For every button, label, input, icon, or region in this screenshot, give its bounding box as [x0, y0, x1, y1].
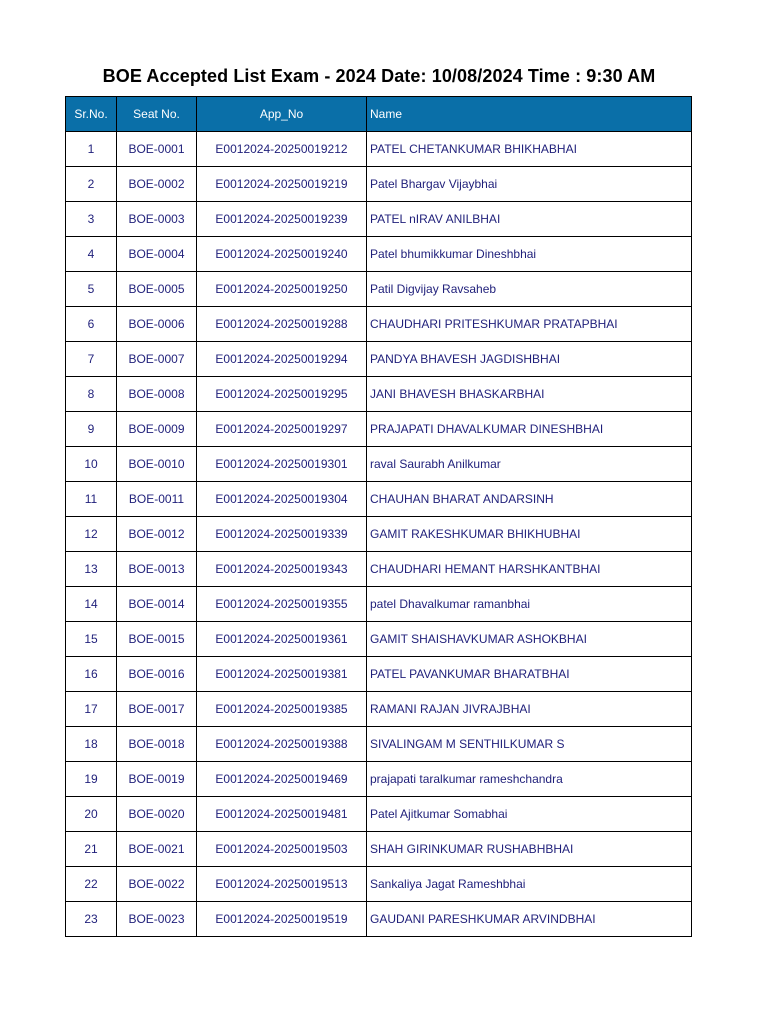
table-row — [66, 797, 692, 832]
table-row — [66, 377, 692, 412]
app-no-cell: E0012024-20250019469 — [197, 762, 367, 797]
app-no-cell: E0012024-20250019481 — [197, 797, 367, 832]
sr-no-cell: 2 — [66, 167, 117, 202]
seat-no-cell: BOE-0017 — [117, 692, 197, 727]
table-row — [66, 132, 692, 167]
app-no-cell: E0012024-20250019343 — [197, 552, 367, 587]
table-row — [66, 762, 692, 797]
column-header-sr-no: Sr.No. — [66, 97, 117, 132]
name-cell: PATEL PAVANKUMAR BHARATBHAI — [367, 657, 692, 692]
name-cell: JANI BHAVESH BHASKARBHAI — [367, 377, 692, 412]
seat-no-cell: BOE-0011 — [117, 482, 197, 517]
table-row — [66, 622, 692, 657]
name-cell: SHAH GIRINKUMAR RUSHABHBHAI — [367, 832, 692, 867]
app-no-cell: E0012024-20250019250 — [197, 272, 367, 307]
name-cell: SIVALINGAM M SENTHILKUMAR S — [367, 727, 692, 762]
sr-no-cell: 9 — [66, 412, 117, 447]
app-no-cell: E0012024-20250019355 — [197, 587, 367, 622]
app-no-cell: E0012024-20250019240 — [197, 237, 367, 272]
sr-no-cell: 15 — [66, 622, 117, 657]
sr-no-cell: 21 — [66, 832, 117, 867]
app-no-cell: E0012024-20250019519 — [197, 902, 367, 937]
sr-no-cell: 7 — [66, 342, 117, 377]
sr-no-cell: 3 — [66, 202, 117, 237]
table-row — [66, 587, 692, 622]
seat-no-cell: BOE-0014 — [117, 587, 197, 622]
app-no-cell: E0012024-20250019301 — [197, 447, 367, 482]
app-no-cell: E0012024-20250019304 — [197, 482, 367, 517]
seat-no-cell: BOE-0020 — [117, 797, 197, 832]
app-no-cell: E0012024-20250019294 — [197, 342, 367, 377]
sr-no-cell: 1 — [66, 132, 117, 167]
seat-no-cell: BOE-0003 — [117, 202, 197, 237]
column-header-app-no: App_No — [197, 97, 367, 132]
table-row — [66, 552, 692, 587]
seat-no-cell: BOE-0009 — [117, 412, 197, 447]
table-row — [66, 272, 692, 307]
table-header-row — [66, 97, 692, 132]
app-no-cell: E0012024-20250019212 — [197, 132, 367, 167]
sr-no-cell: 5 — [66, 272, 117, 307]
sr-no-cell: 13 — [66, 552, 117, 587]
name-cell: Sankaliya Jagat Rameshbhai — [367, 867, 692, 902]
table-row — [66, 657, 692, 692]
seat-no-cell: BOE-0004 — [117, 237, 197, 272]
app-no-cell: E0012024-20250019288 — [197, 307, 367, 342]
table-row — [66, 727, 692, 762]
seat-no-cell: BOE-0018 — [117, 727, 197, 762]
table-row — [66, 202, 692, 237]
seat-no-cell: BOE-0008 — [117, 377, 197, 412]
name-cell: GAMIT RAKESHKUMAR BHIKHUBHAI — [367, 517, 692, 552]
name-cell: raval Saurabh Anilkumar — [367, 447, 692, 482]
app-no-cell: E0012024-20250019297 — [197, 412, 367, 447]
seat-no-cell: BOE-0001 — [117, 132, 197, 167]
app-no-cell: E0012024-20250019503 — [197, 832, 367, 867]
table-row — [66, 832, 692, 867]
sr-no-cell: 4 — [66, 237, 117, 272]
app-no-cell: E0012024-20250019339 — [197, 517, 367, 552]
name-cell: RAMANI RAJAN JIVRAJBHAI — [367, 692, 692, 727]
app-no-cell: E0012024-20250019361 — [197, 622, 367, 657]
seat-no-cell: BOE-0005 — [117, 272, 197, 307]
table-row — [66, 692, 692, 727]
seat-no-cell: BOE-0010 — [117, 447, 197, 482]
app-no-cell: E0012024-20250019219 — [197, 167, 367, 202]
table-row — [66, 167, 692, 202]
sr-no-cell: 8 — [66, 377, 117, 412]
name-cell: Patel Bhargav Vijaybhai — [367, 167, 692, 202]
name-cell: patel Dhavalkumar ramanbhai — [367, 587, 692, 622]
sr-no-cell: 11 — [66, 482, 117, 517]
app-no-cell: E0012024-20250019239 — [197, 202, 367, 237]
page-title: BOE Accepted List Exam - 2024 Date: 10/08/2024 Time : 9:30 AM — [102, 66, 656, 86]
name-cell: Patel bhumikkumar Dineshbhai — [367, 237, 692, 272]
table-row — [66, 867, 692, 902]
name-cell: Patel Ajitkumar Somabhai — [367, 797, 692, 832]
name-cell: CHAUDHARI HEMANT HARSHKANTBHAI — [367, 552, 692, 587]
sr-no-cell: 19 — [66, 762, 117, 797]
sr-no-cell: 14 — [66, 587, 117, 622]
sr-no-cell: 17 — [66, 692, 117, 727]
table-body — [66, 132, 692, 937]
sr-no-cell: 16 — [66, 657, 117, 692]
table-row — [66, 447, 692, 482]
seat-no-cell: BOE-0016 — [117, 657, 197, 692]
seat-no-cell: BOE-0021 — [117, 832, 197, 867]
seat-no-cell: BOE-0002 — [117, 167, 197, 202]
column-header-name: Name — [367, 97, 692, 132]
seat-no-cell: BOE-0012 — [117, 517, 197, 552]
sr-no-cell: 22 — [66, 867, 117, 902]
seat-no-cell: BOE-0023 — [117, 902, 197, 937]
app-no-cell: E0012024-20250019295 — [197, 377, 367, 412]
sr-no-cell: 20 — [66, 797, 117, 832]
table-row — [66, 412, 692, 447]
name-cell: prajapati taralkumar rameshchandra — [367, 762, 692, 797]
name-cell: PATEL CHETANKUMAR BHIKHABHAI — [367, 132, 692, 167]
seat-no-cell: BOE-0006 — [117, 307, 197, 342]
accepted-list-table — [65, 96, 692, 937]
app-no-cell: E0012024-20250019513 — [197, 867, 367, 902]
seat-no-cell: BOE-0015 — [117, 622, 197, 657]
table-row — [66, 902, 692, 937]
name-cell: CHAUHAN BHARAT ANDARSINH — [367, 482, 692, 517]
name-cell: PATEL nIRAV ANILBHAI — [367, 202, 692, 237]
name-cell: PANDYA BHAVESH JAGDISHBHAI — [367, 342, 692, 377]
sr-no-cell: 10 — [66, 447, 117, 482]
seat-no-cell: BOE-0019 — [117, 762, 197, 797]
seat-no-cell: BOE-0007 — [117, 342, 197, 377]
sr-no-cell: 23 — [66, 902, 117, 937]
sr-no-cell: 18 — [66, 727, 117, 762]
name-cell: CHAUDHARI PRITESHKUMAR PRATAPBHAI — [367, 307, 692, 342]
table-row — [66, 517, 692, 552]
table-row — [66, 237, 692, 272]
name-cell: Patil Digvijay Ravsaheb — [367, 272, 692, 307]
app-no-cell: E0012024-20250019381 — [197, 657, 367, 692]
seat-no-cell: BOE-0013 — [117, 552, 197, 587]
seat-no-cell: BOE-0022 — [117, 867, 197, 902]
name-cell: PRAJAPATI DHAVALKUMAR DINESHBHAI — [367, 412, 692, 447]
app-no-cell: E0012024-20250019388 — [197, 727, 367, 762]
sr-no-cell: 12 — [66, 517, 117, 552]
column-header-seat-no: Seat No. — [117, 97, 197, 132]
name-cell: GAMIT SHAISHAVKUMAR ASHOKBHAI — [367, 622, 692, 657]
table-row — [66, 482, 692, 517]
table-row — [66, 307, 692, 342]
name-cell: GAUDANI PARESHKUMAR ARVINDBHAI — [367, 902, 692, 937]
app-no-cell: E0012024-20250019385 — [197, 692, 367, 727]
table-row — [66, 342, 692, 377]
sr-no-cell: 6 — [66, 307, 117, 342]
